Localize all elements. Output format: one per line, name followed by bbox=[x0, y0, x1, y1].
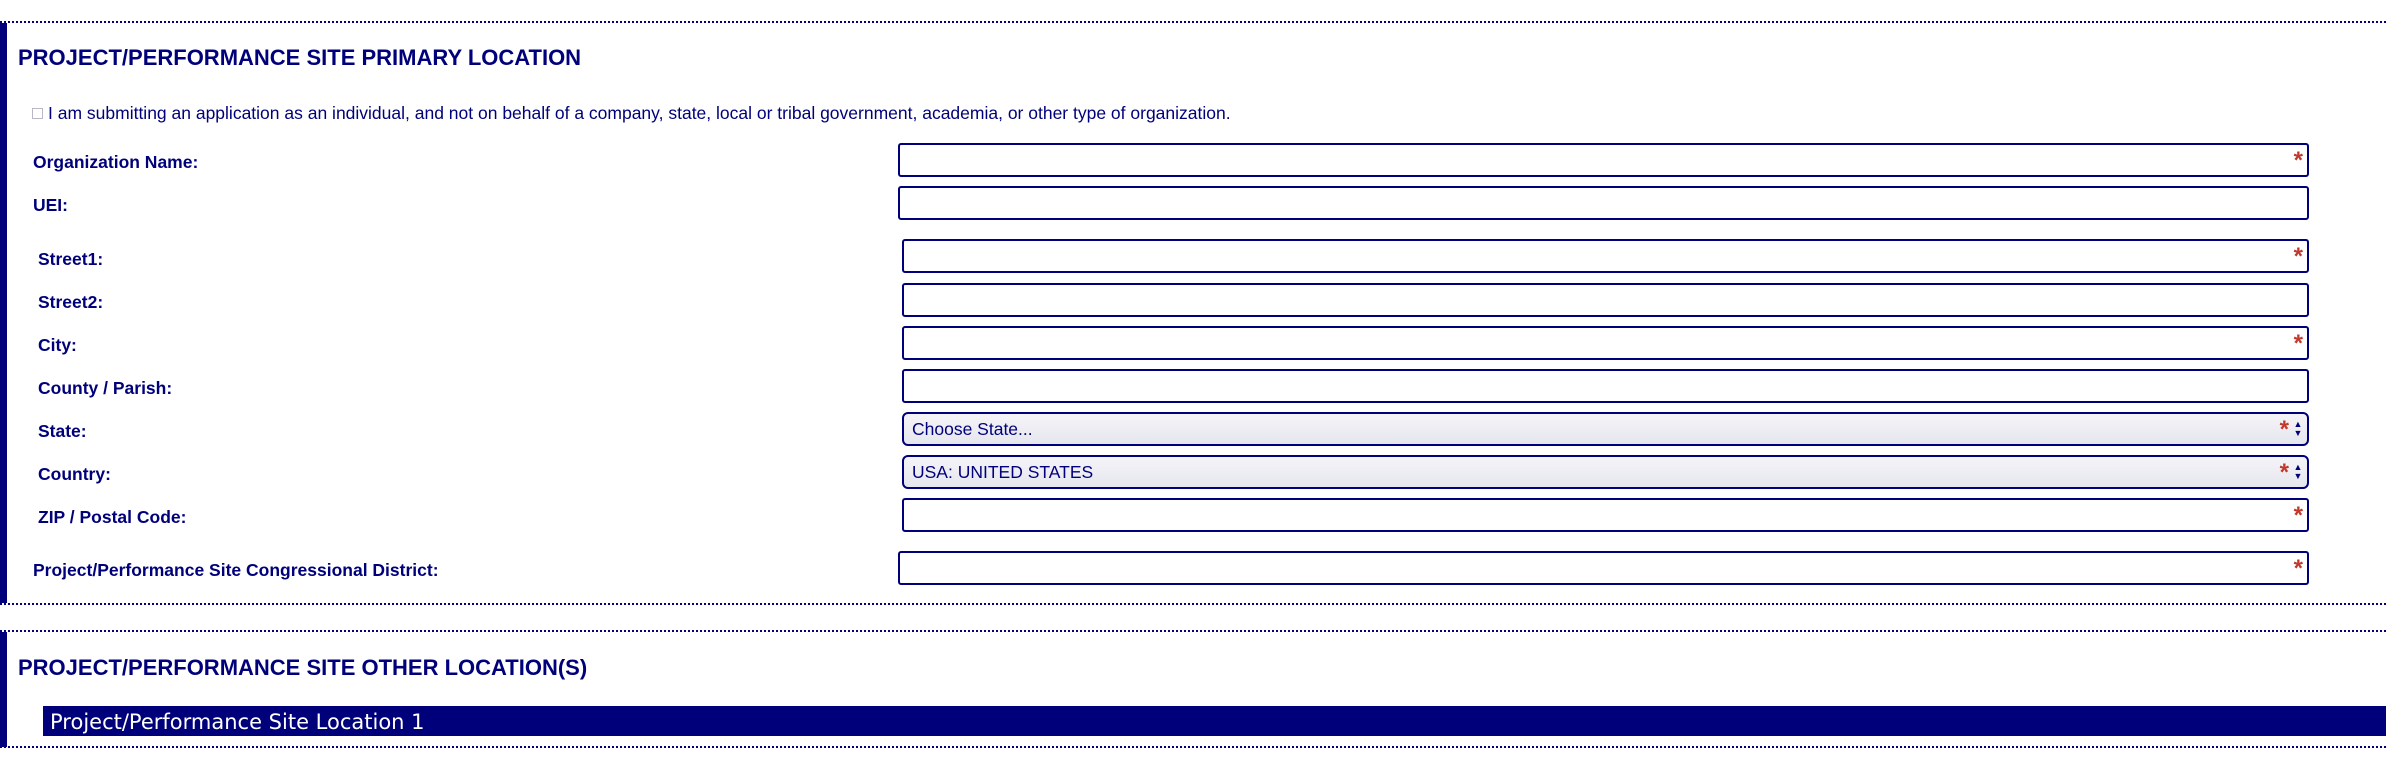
other-section-bottom-divider bbox=[0, 746, 2386, 748]
country-select-value: USA: UNITED STATES bbox=[912, 462, 1094, 482]
zip-label: ZIP / Postal Code: bbox=[38, 507, 187, 527]
state-label: State: bbox=[38, 421, 87, 441]
street2-input[interactable] bbox=[902, 283, 2309, 317]
country-label: Country: bbox=[38, 464, 111, 484]
other-section-bar bbox=[0, 632, 7, 747]
other-section-title: PROJECT/PERFORMANCE SITE OTHER LOCATION(S) bbox=[18, 655, 588, 680]
uei-label: UEI: bbox=[33, 195, 68, 215]
select-arrows-icon: ▲ ▼ bbox=[2293, 462, 2303, 481]
site-location-1-title: Project/Performance Site Location 1 bbox=[50, 710, 425, 734]
district-input[interactable] bbox=[898, 551, 2309, 585]
street2-label: Street2: bbox=[38, 292, 104, 312]
state-select-value: Choose State... bbox=[912, 419, 1033, 439]
individual-checkbox[interactable] bbox=[32, 108, 43, 119]
county-label: County / Parish: bbox=[38, 378, 173, 398]
required-indicator: * bbox=[2293, 330, 2303, 357]
street1-label: Street1: bbox=[38, 249, 104, 269]
org-name-label: Organization Name: bbox=[33, 152, 199, 172]
individual-checkbox-label: I am submitting an application as an individual, and not on behalf of a company, state, local or tribal government, academia, or other type of organization. bbox=[48, 103, 1231, 123]
uei-input[interactable] bbox=[898, 186, 2309, 220]
individual-checkbox-row[interactable] bbox=[32, 103, 1231, 124]
required-indicator: * bbox=[2293, 147, 2303, 174]
primary-section-bar bbox=[0, 23, 7, 603]
select-arrows-icon: ▲ ▼ bbox=[2293, 419, 2303, 438]
state-select[interactable] bbox=[902, 412, 2309, 446]
primary-section-bottom-divider bbox=[0, 603, 2386, 605]
district-label: Project/Performance Site Congressional District: bbox=[33, 560, 439, 580]
city-label: City: bbox=[38, 335, 77, 355]
required-indicator: * bbox=[2293, 555, 2303, 582]
top-divider bbox=[0, 21, 2386, 23]
zip-input[interactable] bbox=[902, 498, 2309, 532]
org-name-input[interactable] bbox=[898, 143, 2309, 177]
required-indicator: * bbox=[2279, 416, 2289, 443]
required-indicator: * bbox=[2279, 459, 2289, 486]
other-section-top-divider bbox=[0, 630, 2386, 632]
required-indicator: * bbox=[2293, 502, 2303, 529]
primary-section-title: PROJECT/PERFORMANCE SITE PRIMARY LOCATION bbox=[18, 45, 582, 70]
street1-input[interactable] bbox=[902, 239, 2309, 273]
required-indicator: * bbox=[2293, 243, 2303, 270]
site-location-1-header bbox=[43, 706, 2386, 736]
county-input[interactable] bbox=[902, 369, 2309, 403]
city-input[interactable] bbox=[902, 326, 2309, 360]
country-select[interactable] bbox=[902, 455, 2309, 489]
